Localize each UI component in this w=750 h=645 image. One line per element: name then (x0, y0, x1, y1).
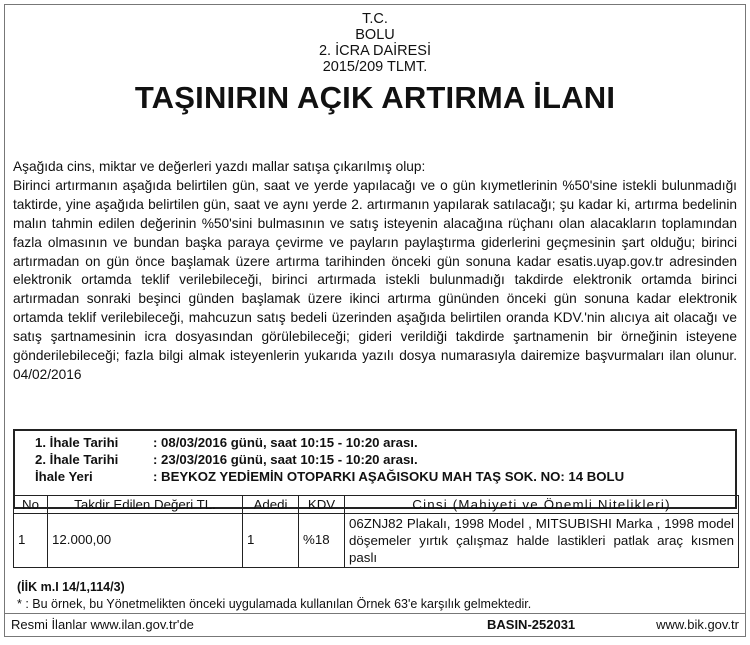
cell-no: 1 (14, 514, 48, 568)
col-header-no: No (14, 496, 48, 514)
footer-left-text: Resmi İlanlar www.ilan.gov.tr'de (11, 617, 194, 632)
auction-place-value: : BEYKOZ YEDİEMİN OTOPARKI AŞAĞISOKU MAH TAŞ SOK. NO: 14 BOLU (153, 469, 625, 484)
announcement-body (13, 158, 737, 385)
announcement-page (4, 4, 746, 637)
header-line-file-number: 2015/209 TLMT. (322, 59, 428, 75)
first-auction-value: : 08/03/2016 günü, saat 10:15 - 10:20 arası. (153, 435, 418, 450)
second-auction-label: 2. İhale Tarihi (35, 452, 119, 467)
col-header-quantity: Adedi (243, 496, 299, 514)
legal-reference: (İİK m.I 14/1,114/3) (17, 580, 125, 594)
header-block (5, 5, 745, 75)
cell-vat: %18 (299, 514, 345, 568)
table-row (14, 514, 739, 568)
col-header-description: Cinsi (Mahiyeti ve Önemli Nitelikleri) (345, 496, 739, 514)
footer-right-text: www.bik.gov.tr (656, 617, 739, 632)
header-line-tc: T.C. (362, 11, 388, 27)
page-title: TAŞINIRIN AÇIK ARTIRMA İLANI (134, 80, 616, 115)
header-line-office: 2. İCRA DAİRESİ (318, 43, 431, 59)
first-auction-label: 1. İhale Tarihi (35, 435, 119, 450)
col-header-value: Takdir Edilen Değeri TL. (48, 496, 243, 514)
intro-text: Aşağıda cins, miktar ve değerleri yazdı mallar satışa çıkarılmış olup: (13, 159, 426, 174)
table-header-row (14, 496, 739, 514)
col-header-vat: KDV (299, 496, 345, 514)
second-auction-value: : 23/03/2016 günü, saat 10:15 - 10:20 arası. (153, 452, 418, 467)
footer-bar (5, 613, 745, 636)
cell-quantity: 1 (243, 514, 299, 568)
main-paragraph: Birinci artırmanın aşağıda belirtilen gün, saat ve yerde yapılacağı ve o gün kıymetlerinin %50'sine istekli bulunmadığı taktirde, yine aşağıda belirtilen gün, saat ve aynı yerde 2. artırmanın yapılarak satılacağı; şu kadar ki, artırma bedelinin malın tahmin edilen değerinin %50'sini bulmasının ve satış isteyenin alacağına rüçhanı olan alacakların toplamından fazla olmasının ve bundan başka paraya çevirme ve payların paylaştırma giderlerini geçmesinin şart olduğu; birinci artırmadan on gün önce başlamak üzere artırma tarihinden önceki gün sonuna kadar esatis.uyap.gov.tr adresinden elektronik ortamda teklif verilebileceği, birinci artırmada istekli bulunmadığı takdirde elektronik ortamda birinci artırmadan sonraki beşinci günden başlamak üzere ikinci artırma gününden önceki gün sonuna kadar elektronik ortamda teklif verilebileceği, mahcuzun satış bedeli üzerinden aşağıda belirtilen oranda KDV.'nin alıcıya ait olacağı ve satış şartnamesinin icra dosyasından görülebileceği; gideri verildiği takdirde şartnamenin bir örneğinin isteyene gönderilebileceği; fazla bilgi almak isteyenlerin yukarıda yazılı dosya numarasıyla dairemize başvurmaları ilan olunur. 04/02/2016 (13, 177, 737, 382)
cell-value: 12.000,00 (48, 514, 243, 568)
items-table (13, 495, 739, 568)
footnote: * : Bu örnek, bu Yönetmelikten önceki uygulamada kullanılan Örnek 63'e karşılık gelmektedir. (17, 597, 532, 611)
header-line-city: BOLU (355, 27, 395, 43)
cell-description: 06ZNJ82 Plakalı, 1998 Model , MITSUBISHI Marka , 1998 model döşemeler yırtık çalışmaz halde lastikleri patlak araç kısmen paslı (345, 514, 739, 568)
footer-press-code: BASIN-252031 (487, 617, 576, 632)
auction-place-label: İhale Yeri (35, 469, 93, 484)
